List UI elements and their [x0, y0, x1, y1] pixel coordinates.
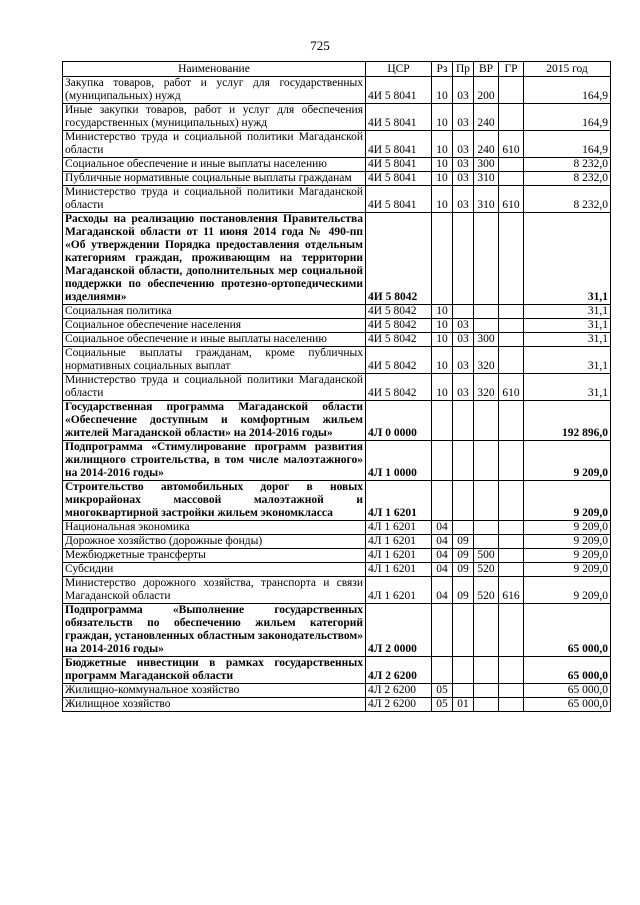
cell-pr — [453, 213, 474, 305]
cell-vr — [474, 441, 499, 481]
header-name: Наименование — [63, 62, 366, 77]
cell-gr — [499, 535, 524, 549]
table-row — [63, 104, 611, 131]
cell-name: Подпрограмма «Стимулирование программ развития жилищного строительства, в том числе малоэтажного» на 2014-2016 годы» — [63, 441, 366, 481]
cell-rz: 10 — [432, 333, 453, 347]
cell-pr: 03 — [453, 347, 474, 374]
cell-name: Социальная политика — [63, 305, 366, 319]
cell-csr: 4Л 1 6201 — [366, 563, 432, 577]
cell-csr: 4Л 1 6201 — [366, 481, 432, 521]
cell-name: Национальная экономика — [63, 521, 366, 535]
cell-name: Строительство автомобильных дорог в новых микрорайонах массовой малоэтажной и многоквартирной застройки жильем экономкласса — [63, 481, 366, 521]
header-vr: ВР — [474, 62, 499, 77]
cell-amount: 31,1 — [524, 347, 611, 374]
table-row — [63, 549, 611, 563]
cell-amount: 31,1 — [524, 213, 611, 305]
cell-name: Министерство дорожного хозяйства, транспорта и связи Магаданской области — [63, 577, 366, 604]
cell-csr: 4Л 1 6201 — [366, 521, 432, 535]
cell-amount: 8 232,0 — [524, 172, 611, 186]
page-number: 725 — [310, 38, 330, 53]
cell-pr: 03 — [453, 186, 474, 213]
cell-pr: 09 — [453, 563, 474, 577]
cell-vr — [474, 521, 499, 535]
cell-name: Социальное обеспечение и иные выплаты населению — [63, 333, 366, 347]
cell-csr: 4Л 1 6201 — [366, 549, 432, 563]
cell-csr: 4И 5 8041 — [366, 172, 432, 186]
cell-vr: 300 — [474, 333, 499, 347]
table-row — [63, 481, 611, 521]
cell-vr — [474, 319, 499, 333]
cell-vr: 310 — [474, 172, 499, 186]
cell-name: Бюджетные инвестиции в рамках государственных программ Магаданской области — [63, 657, 366, 684]
cell-gr — [499, 347, 524, 374]
cell-gr — [499, 549, 524, 563]
cell-gr — [499, 481, 524, 521]
table-row — [63, 77, 611, 104]
cell-amount: 65 000,0 — [524, 684, 611, 698]
cell-gr — [499, 333, 524, 347]
cell-rz: 10 — [432, 158, 453, 172]
cell-vr — [474, 684, 499, 698]
cell-amount: 31,1 — [524, 374, 611, 401]
cell-pr — [453, 521, 474, 535]
cell-csr: 4И 5 8041 — [366, 186, 432, 213]
cell-rz: 10 — [432, 186, 453, 213]
cell-gr — [499, 77, 524, 104]
cell-name: Дорожное хозяйство (дорожные фонды) — [63, 535, 366, 549]
cell-csr: 4Л 1 6201 — [366, 577, 432, 604]
table-row — [63, 657, 611, 684]
cell-gr: 610 — [499, 374, 524, 401]
cell-rz — [432, 213, 453, 305]
header-year: 2015 год — [524, 62, 611, 77]
cell-rz — [432, 441, 453, 481]
cell-rz — [432, 401, 453, 441]
table-row — [63, 401, 611, 441]
cell-name: Иные закупки товаров, работ и услуг для обеспечения государственных (муниципальных) нужд — [63, 104, 366, 131]
cell-vr: 320 — [474, 374, 499, 401]
cell-csr: 4И 5 8041 — [366, 158, 432, 172]
table-row — [63, 577, 611, 604]
cell-amount: 65 000,0 — [524, 698, 611, 712]
table-row — [63, 333, 611, 347]
table-row — [63, 374, 611, 401]
cell-amount: 9 209,0 — [524, 481, 611, 521]
cell-pr — [453, 657, 474, 684]
header-pr: Пр — [453, 62, 474, 77]
header-gr: ГР — [499, 62, 524, 77]
cell-csr: 4И 5 8041 — [366, 104, 432, 131]
cell-vr — [474, 535, 499, 549]
cell-pr: 09 — [453, 535, 474, 549]
cell-pr: 03 — [453, 158, 474, 172]
cell-gr: 616 — [499, 577, 524, 604]
cell-rz: 10 — [432, 77, 453, 104]
cell-amount: 9 209,0 — [524, 535, 611, 549]
cell-vr: 520 — [474, 577, 499, 604]
cell-vr: 520 — [474, 563, 499, 577]
table-row — [63, 172, 611, 186]
cell-csr: 4И 5 8042 — [366, 213, 432, 305]
table-row — [63, 684, 611, 698]
cell-vr: 500 — [474, 549, 499, 563]
cell-gr — [499, 213, 524, 305]
cell-name: Социальное обеспечение и иные выплаты населению — [63, 158, 366, 172]
table-row — [63, 131, 611, 158]
cell-name: Государственная программа Магаданской области «Обеспечение доступным и комфортным жильем жителей Магаданской области» на 2014-2016 годы» — [63, 401, 366, 441]
cell-rz: 10 — [432, 172, 453, 186]
cell-csr: 4Л 0 0000 — [366, 401, 432, 441]
cell-gr — [499, 604, 524, 657]
cell-vr: 320 — [474, 347, 499, 374]
header-rz: Рз — [432, 62, 453, 77]
table-row — [63, 563, 611, 577]
cell-csr: 4И 5 8042 — [366, 374, 432, 401]
cell-pr: 01 — [453, 698, 474, 712]
cell-gr — [499, 684, 524, 698]
table-row — [63, 441, 611, 481]
table-row — [63, 604, 611, 657]
cell-pr: 03 — [453, 374, 474, 401]
cell-pr: 09 — [453, 549, 474, 563]
cell-gr — [499, 319, 524, 333]
cell-rz: 10 — [432, 131, 453, 158]
table-row — [63, 305, 611, 319]
cell-name: Публичные нормативные социальные выплаты гражданам — [63, 172, 366, 186]
cell-csr: 4Л 2 0000 — [366, 604, 432, 657]
cell-pr: 03 — [453, 77, 474, 104]
cell-vr: 200 — [474, 77, 499, 104]
cell-name: Подпрограмма «Выполнение государственных обязательств по обеспечению жильем категорий граждан, установленных областным законодательством» на 2014-2016 годы» — [63, 604, 366, 657]
table-header-row — [63, 62, 611, 77]
cell-vr — [474, 305, 499, 319]
cell-pr: 09 — [453, 577, 474, 604]
cell-amount: 31,1 — [524, 333, 611, 347]
cell-name: Министерство труда и социальной политики Магаданской области — [63, 374, 366, 401]
cell-amount: 164,9 — [524, 104, 611, 131]
cell-vr — [474, 213, 499, 305]
cell-csr: 4И 5 8041 — [366, 77, 432, 104]
cell-vr — [474, 401, 499, 441]
cell-gr — [499, 158, 524, 172]
cell-gr — [499, 563, 524, 577]
cell-pr: 03 — [453, 104, 474, 131]
cell-pr — [453, 401, 474, 441]
cell-csr: 4И 5 8042 — [366, 347, 432, 374]
cell-amount: 164,9 — [524, 77, 611, 104]
table-row — [63, 213, 611, 305]
cell-name: Закупка товаров, работ и услуг для государственных (муниципальных) нужд — [63, 77, 366, 104]
cell-name: Министерство труда и социальной политики Магаданской области — [63, 186, 366, 213]
cell-gr — [499, 521, 524, 535]
cell-vr: 300 — [474, 158, 499, 172]
table-row — [63, 186, 611, 213]
cell-amount: 9 209,0 — [524, 577, 611, 604]
cell-amount: 31,1 — [524, 305, 611, 319]
cell-rz: 04 — [432, 549, 453, 563]
cell-csr: 4И 5 8042 — [366, 333, 432, 347]
cell-gr — [499, 104, 524, 131]
cell-vr: 240 — [474, 104, 499, 131]
cell-amount: 65 000,0 — [524, 604, 611, 657]
cell-pr: 03 — [453, 131, 474, 158]
header-csr: ЦСР — [366, 62, 432, 77]
cell-rz: 10 — [432, 374, 453, 401]
cell-gr — [499, 441, 524, 481]
table-row — [63, 521, 611, 535]
cell-gr — [499, 698, 524, 712]
cell-amount: 9 209,0 — [524, 521, 611, 535]
cell-name: Министерство труда и социальной политики Магаданской области — [63, 131, 366, 158]
cell-vr: 310 — [474, 186, 499, 213]
cell-amount: 8 232,0 — [524, 186, 611, 213]
cell-vr — [474, 481, 499, 521]
cell-gr: 610 — [499, 131, 524, 158]
cell-vr: 240 — [474, 131, 499, 158]
cell-name: Социальное обеспечение населения — [63, 319, 366, 333]
table-row — [63, 319, 611, 333]
cell-rz: 10 — [432, 104, 453, 131]
cell-rz: 05 — [432, 698, 453, 712]
cell-amount: 31,1 — [524, 319, 611, 333]
cell-pr — [453, 305, 474, 319]
cell-pr: 03 — [453, 333, 474, 347]
table-row — [63, 347, 611, 374]
cell-gr — [499, 305, 524, 319]
cell-rz: 10 — [432, 319, 453, 333]
cell-name: Расходы на реализацию постановления Правительства Магаданской области от 11 июня 2014 года № 490-пп «Об утверждении Порядка предоставления отдельным категориям граждан, проживающим на территории Магаданской области, дополнительных мер социальной поддержки по обеспечению протезно-ортопедическими изделиями» — [63, 213, 366, 305]
cell-csr: 4Л 2 6200 — [366, 684, 432, 698]
cell-rz — [432, 481, 453, 521]
cell-rz — [432, 604, 453, 657]
table-row — [63, 158, 611, 172]
table-row — [63, 698, 611, 712]
cell-pr — [453, 604, 474, 657]
cell-rz: 10 — [432, 347, 453, 374]
cell-amount: 9 209,0 — [524, 441, 611, 481]
cell-csr: 4Л 1 6201 — [366, 535, 432, 549]
cell-amount: 8 232,0 — [524, 158, 611, 172]
cell-rz — [432, 657, 453, 684]
cell-pr — [453, 441, 474, 481]
cell-pr — [453, 684, 474, 698]
cell-rz: 04 — [432, 521, 453, 535]
cell-rz: 04 — [432, 563, 453, 577]
cell-csr: 4Л 1 0000 — [366, 441, 432, 481]
cell-rz: 10 — [432, 305, 453, 319]
cell-name: Жилищное хозяйство — [63, 698, 366, 712]
cell-gr: 610 — [499, 186, 524, 213]
cell-gr — [499, 657, 524, 684]
cell-vr — [474, 657, 499, 684]
cell-pr: 03 — [453, 319, 474, 333]
cell-amount: 9 209,0 — [524, 563, 611, 577]
cell-vr — [474, 698, 499, 712]
cell-pr: 03 — [453, 172, 474, 186]
cell-rz: 05 — [432, 684, 453, 698]
table-row — [63, 535, 611, 549]
budget-table — [62, 61, 611, 712]
cell-pr — [453, 481, 474, 521]
cell-amount: 164,9 — [524, 131, 611, 158]
cell-name: Жилищно-коммунальное хозяйство — [63, 684, 366, 698]
cell-amount: 9 209,0 — [524, 549, 611, 563]
cell-csr: 4И 5 8041 — [366, 131, 432, 158]
cell-name: Социальные выплаты гражданам, кроме публичных нормативных социальных выплат — [63, 347, 366, 374]
cell-gr — [499, 401, 524, 441]
cell-vr — [474, 604, 499, 657]
cell-amount: 192 896,0 — [524, 401, 611, 441]
cell-csr: 4И 5 8042 — [366, 305, 432, 319]
cell-rz: 04 — [432, 577, 453, 604]
cell-amount: 65 000,0 — [524, 657, 611, 684]
cell-rz: 04 — [432, 535, 453, 549]
cell-csr: 4Л 2 6200 — [366, 657, 432, 684]
cell-csr: 4И 5 8042 — [366, 319, 432, 333]
cell-name: Субсидии — [63, 563, 366, 577]
cell-name: Межбюджетные трансферты — [63, 549, 366, 563]
cell-csr: 4Л 2 6200 — [366, 698, 432, 712]
cell-gr — [499, 172, 524, 186]
